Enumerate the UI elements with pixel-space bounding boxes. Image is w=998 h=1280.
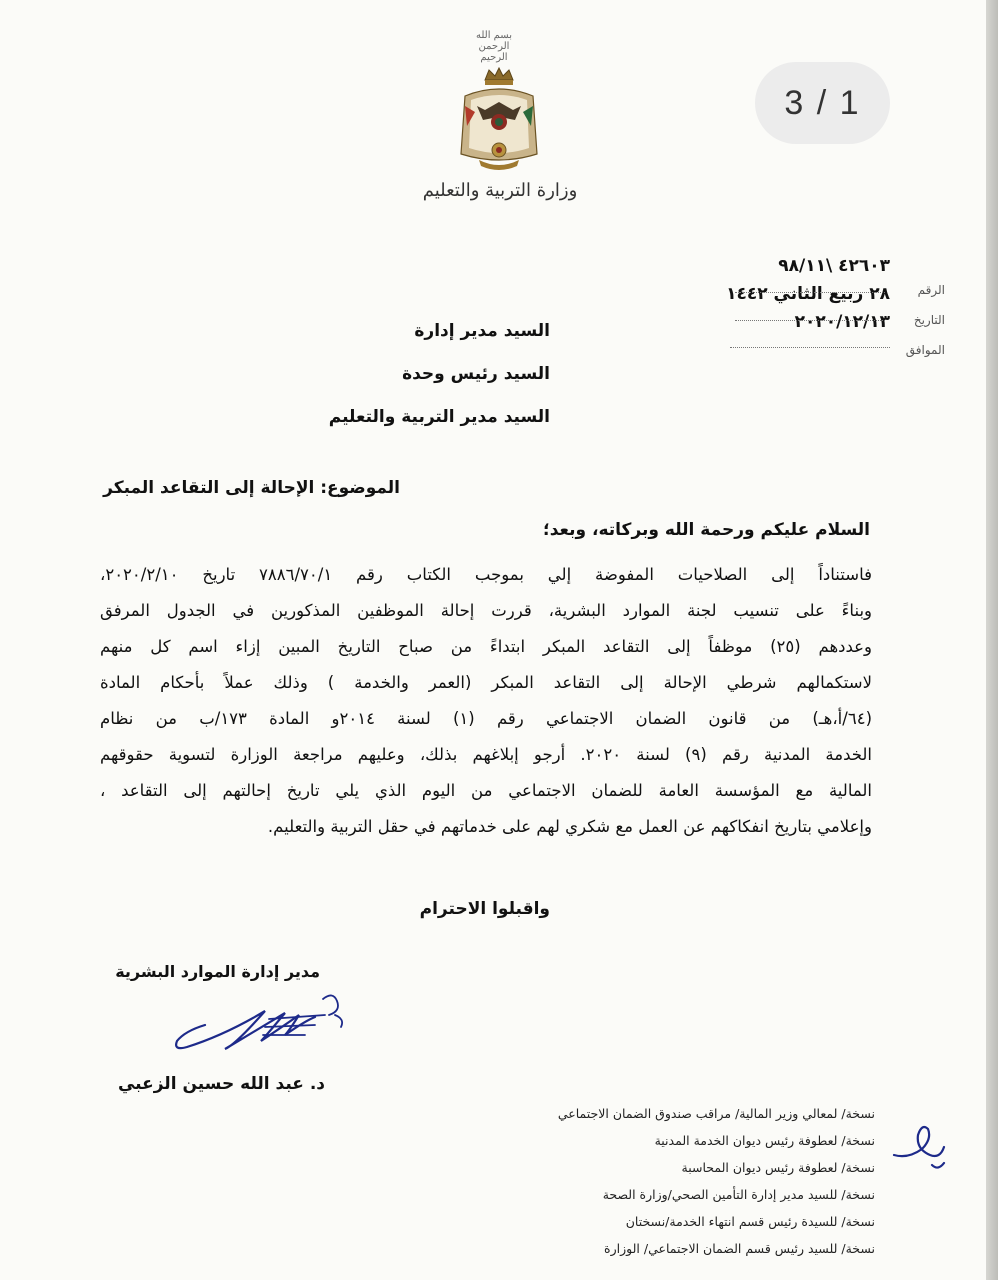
signer-title: مدير إدارة الموارد البشرية [115, 962, 320, 981]
reference-labels [885, 275, 945, 365]
subject-line: الموضوع: الإحالة إلى التقاعد المبكر [103, 478, 400, 498]
copies-list [420, 1100, 875, 1262]
reference-number: ٤٢٦٠٣ \٩٨/١١ [778, 256, 890, 276]
handwritten-signature [165, 985, 355, 1065]
body-line: المالية مع المؤسسة العامة للضمان الاجتماعي من اليوم الذي يلي تاريخ إحالتهم إلى التقاعد ، [100, 781, 872, 800]
copy-line: نسخة/ للسيدة رئيس قسم انتهاء الخدمة/نسختان [625, 1214, 875, 1229]
signer-name: د. عبد الله حسين الزعبي [117, 1074, 325, 1094]
copy-line: نسخة/ للسيد مدير إدارة التأمين الصحي/وزارة الصحة [602, 1187, 875, 1202]
greeting-line: السلام عليكم ورحمة الله وبركاته، وبعد؛ [542, 520, 870, 540]
addressee-line: السيد مدير إدارة [414, 321, 550, 341]
ministry-name: وزارة التربية والتعليم [422, 180, 578, 201]
coat-of-arms-emblem [455, 66, 543, 174]
body-line: لاستكمالهم شرطي الإحالة إلى التقاعد المبكر (العمر والخدمة ) وذلك عملاً بأحكام المادة [100, 673, 872, 692]
copy-line: نسخة/ لعطوفة رئيس ديوان المحاسبة [681, 1160, 875, 1175]
date-label: التاريخ [913, 313, 945, 327]
hijri-date: ٢٨ ربيع الثاني ١٤٤٢ [726, 284, 890, 304]
body-line: وعددهم (٢٥) موظفاً إلى التقاعد المبكر ابتداءً من صباح التاريخ المبين إزاء اسم كل منهم [100, 637, 872, 656]
handwritten-initial [888, 1115, 953, 1175]
reference-values [700, 252, 890, 336]
body-line: وإعلامي بتاريخ انفكاكهم عن العمل مع شكري لهم على خدماتهم في حقل التربية والتعليم. [267, 817, 872, 836]
copy-line: نسخة/ للسيد رئيس قسم الضمان الاجتماعي/ الوزارة [604, 1241, 875, 1256]
copy-line: نسخة/ لمعالي وزير المالية/ مراقب صندوق الضمان الاجتماعي [557, 1106, 875, 1121]
body-line: فاستناداً إلى الصلاحيات المفوضة إلي بموجب الكتاب رقم ٧٨٨٦/٧٠/١ تاريخ ٢٠٢٠/٢/١٠، [100, 565, 872, 584]
letter-body [100, 557, 872, 845]
bismillah-header: بسم الله الرحمن الرحيم [475, 30, 513, 63]
number-label: الرقم [917, 283, 945, 297]
closing-line: واقبلوا الاحترام [419, 899, 550, 919]
addressee-line: السيد رئيس وحدة [402, 364, 550, 384]
addressees-block [300, 310, 550, 439]
dotted-line [735, 292, 885, 293]
page-indicator-badge: 3 / 1 [755, 62, 890, 144]
body-line: (٦٤/أ،هـ) من قانون الضمان الاجتماعي رقم (١) لسنة ٢٠١٤و المادة ١٧٣/ب من نظام [100, 709, 872, 728]
gregorian-label: الموافق [905, 343, 945, 357]
copy-line: نسخة/ لعطوفة رئيس ديوان الخدمة المدنية [654, 1133, 875, 1148]
dotted-line [730, 347, 890, 348]
page-edge [986, 0, 998, 1280]
dotted-line [735, 320, 885, 321]
addressee-line: السيد مدير التربية والتعليم [328, 407, 550, 427]
gregorian-date: ٢٠٢٠/١٢/١٣ [794, 312, 890, 332]
body-line: الخدمة المدنية رقم (٩) لسنة ٢٠٢٠. أرجو إبلاغهم بذلك، وعليهم مراجعة الوزارة لتسوية حقوقهم [100, 745, 872, 764]
body-line: وبناءً على تنسيب لجنة الموارد البشرية، قررت إحالة الموظفين المذكورين في الجدول المرفق [100, 601, 872, 620]
